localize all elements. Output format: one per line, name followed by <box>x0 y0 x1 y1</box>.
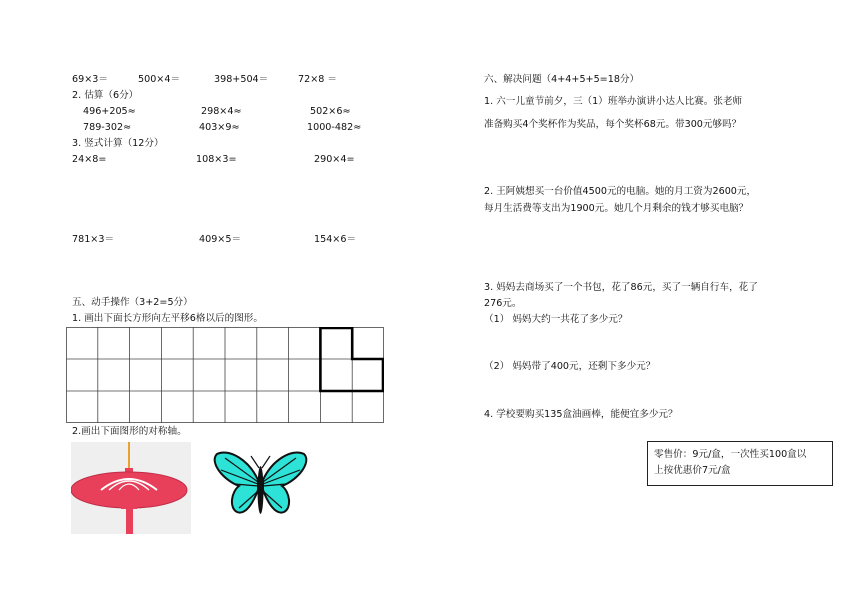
s5-question2: 2.画出下面图形的对称轴。 <box>72 426 187 437</box>
section6-title: 六、解决问题（4+4+5+5=18分） <box>484 74 640 85</box>
calc-69x3: 69×3＝ <box>72 74 108 85</box>
p3-sub1: （1） 妈妈大约一共花了多少元？ <box>484 314 628 325</box>
est-3: 502×6≈ <box>310 106 351 117</box>
price-line2: 上按优惠价7元/盒 <box>654 465 731 476</box>
calc-500x4: 500×4＝ <box>138 74 181 85</box>
p2-line1: 2. 王阿姨想买一台价值4500元的电脑。她的月工资为2600元， <box>484 186 757 197</box>
l-shape-figure <box>320 328 383 391</box>
vert-1: 24×8= <box>72 154 107 165</box>
p3-line2: 276元。 <box>484 298 522 309</box>
price-line1: 零售价：9元/盒，一次性买100盒以 <box>654 449 807 460</box>
vert-3: 290×4= <box>314 154 355 165</box>
p4: 4. 学校要购买135盒油画棒，能便宜多少元？ <box>484 409 678 420</box>
est-1: 496+205≈ <box>83 106 136 117</box>
est-6: 1000-482≈ <box>307 122 362 133</box>
vert-6: 154×6＝ <box>314 234 357 245</box>
vert-4: 781×3＝ <box>72 234 115 245</box>
s5-question1: 1. 画出下面长方形向左平移6格以后的图形。 <box>72 313 263 324</box>
p1-line2: 准备购买4个奖杯作为奖品，每个奖杯68元。带300元够吗？ <box>484 119 742 130</box>
vert-5: 409×5＝ <box>199 234 242 245</box>
butterfly-image <box>211 446 310 530</box>
section5-title: 五、动手操作（3+2=5分） <box>72 297 193 308</box>
calc-72x8: 72×8 ＝ <box>298 74 337 85</box>
translation-grid <box>66 327 384 423</box>
price-info-box <box>647 441 833 486</box>
p3-line1: 3. 妈妈去商场买了一个书包，花了86元，买了一辆自行车，花了 <box>484 282 758 293</box>
est-4: 789-302≈ <box>83 122 132 133</box>
p1-line1: 1. 六一儿童节前夕，三（1）班举办演讲小达人比赛。张老师 <box>484 96 743 107</box>
lantern-image <box>71 442 191 534</box>
est-2: 298×4≈ <box>201 106 242 117</box>
calc-398-504: 398+504＝ <box>214 74 269 85</box>
est-5: 403×9≈ <box>199 122 240 133</box>
p3-sub2: （2） 妈妈带了400元，还剩下多少元？ <box>484 361 656 372</box>
vert-2: 108×3= <box>196 154 237 165</box>
p2-line2: 每月生活费等支出为1900元。她几个月剩余的钱才够买电脑？ <box>484 203 749 214</box>
q3-title: 3. 竖式计算（12分） <box>72 138 164 149</box>
q2-title: 2. 估算（6分） <box>72 90 139 101</box>
